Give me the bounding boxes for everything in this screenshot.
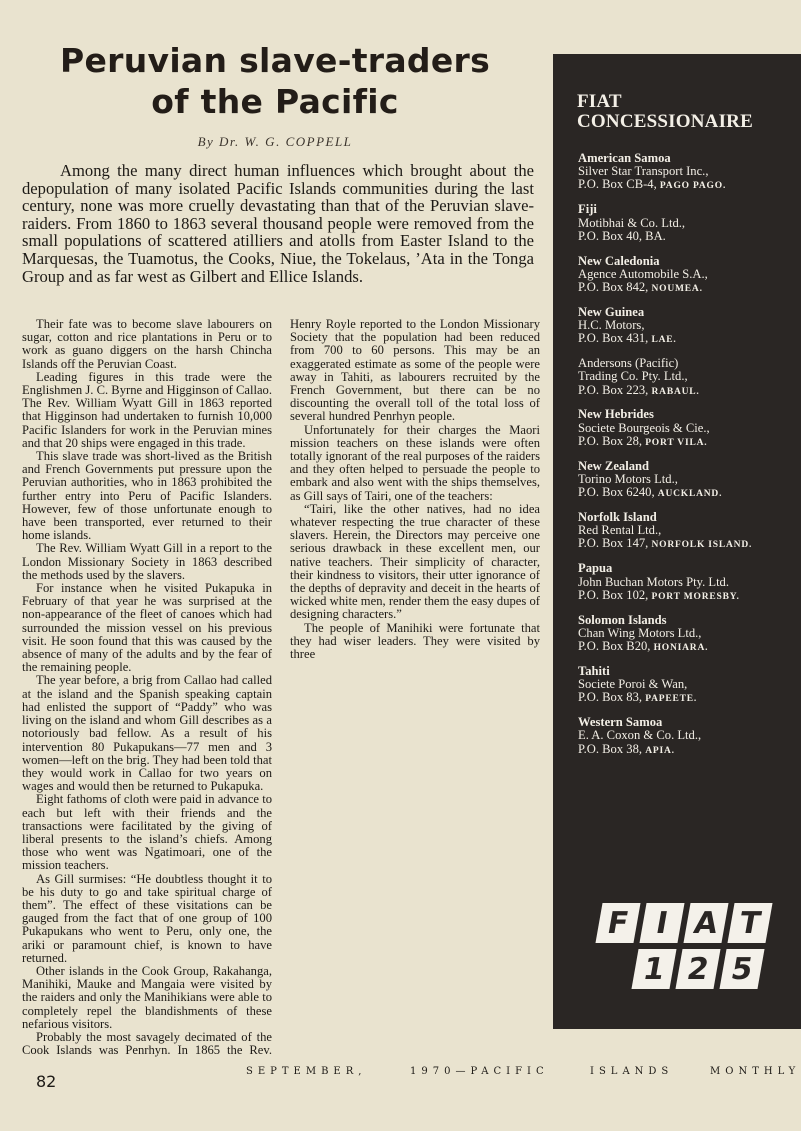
logo-tile: I — [639, 903, 684, 943]
dealer-entry — [578, 614, 800, 665]
footer-month: SEPTEMBER, — [246, 1066, 367, 1077]
dealer-region: Western Samoa — [578, 715, 663, 730]
ad-title-line-1: FIAT — [577, 91, 622, 112]
dealer-address: P.O. Box CB-4, — [578, 177, 657, 192]
body-paragraph: Their fate was to become slave labourers on sugar, cotton and rice plantations in Peru or to work as guano diggers on the harsh Chincha Islands off the Peruvian Coast. — [22, 317, 272, 371]
dealer-city: PORT VILA. — [645, 437, 708, 448]
dealer-region: Papua — [578, 561, 613, 576]
dealer-entry — [578, 357, 800, 408]
footer-monthly: MONTHLY — [710, 1066, 801, 1077]
dealer-entry — [578, 716, 800, 767]
body-paragraph: The people of Manihiki were fortunate that they had wiser leaders. They were visited by three — [290, 620, 540, 662]
dealer-name: Chan Wing Motors Ltd., — [578, 625, 702, 640]
body-paragraph: The year before, a brig from Callao had called at the island and the Spanish speaking captain had enlisted the support of “Paddy” who was living on the island and whom Gill describes as a notoriously bad fellow. As a result of his intervention 80 Pukapukans—77 men and 3 women—left on the brig. They had been told that they would work in Callao for two years on wages and would then be returned to Pukapuka. — [22, 673, 272, 794]
dealer-address: P.O. Box 842, — [578, 280, 649, 294]
footer-islands: ISLANDS — [590, 1066, 674, 1077]
dealer-region: Tahiti — [578, 663, 610, 678]
headline-line-1: Peruvian slave-traders — [59, 41, 491, 80]
dealer-region: American Samoa — [578, 151, 671, 165]
dealer-name: John Buchan Motors Pty. Ltd. — [578, 574, 730, 589]
page-footer — [0, 1060, 801, 1100]
dealer-address: P.O. Box 431, — [578, 331, 649, 346]
body-paragraph: “Tairi, like the other natives, had no idea whatever respecting the true character of these slavers. Herein, the Directors may perceive one serious drawback in these excellent men, our native teachers. Their simplicity of character, their kindness to visitors, their utter ignorance of the depths of depravity and deceit in the hearts of wicked white men, render them the easy dupes of designing characters.” — [290, 501, 540, 622]
dealer-entry — [578, 306, 800, 357]
body-paragraph: Other islands in the Cook Group, Rakahanga, Manihiki, Mauke and Mangaia were visited by the raiders and only the Manihikians were able to completely repel the blandishments of these nefarious visitors. — [22, 963, 272, 1031]
dealer-entry — [578, 511, 800, 562]
dealer-city: PAPEETE. — [645, 694, 698, 705]
dealer-city: NOUMEA. — [651, 284, 703, 294]
dealer-name: H.C. Motors, — [578, 318, 645, 333]
footer-year-publication: 1970—PACIFIC — [410, 1066, 549, 1077]
page-number: 82 — [36, 1072, 57, 1091]
logo-tile: T — [727, 903, 772, 943]
dealer-region: Norfolk Island — [578, 510, 657, 525]
dealer-city: HONIARA. — [653, 643, 709, 654]
dealer-region: Fiji — [578, 202, 597, 217]
dealer-name: Silver Star Transport Inc., — [578, 164, 709, 179]
dealer-city: PORT MORESBY. — [651, 591, 740, 602]
dealer-address: P.O. Box B20, — [578, 639, 651, 654]
dealer-address: P.O. Box 38, — [578, 741, 643, 756]
dealer-region: Solomon Islands — [578, 612, 667, 627]
dealer-name: Torino Motors Ltd., — [578, 471, 678, 486]
article-body — [22, 318, 540, 1060]
dealer-entry — [578, 665, 800, 716]
dealer-entry — [578, 152, 800, 203]
logo-tile: F — [595, 903, 640, 943]
dealer-address: P.O. Box 147, — [578, 536, 649, 551]
body-paragraph: Eight fathoms of cloth were paid in advance to each but left with their friends and the transactions were facilitated by the giving of liberal presents to the island’s chiefs. Among those who went was Ngatimoari, one of the mission teachers. — [22, 792, 272, 873]
dealer-name: Red Rental Ltd., — [578, 523, 662, 538]
dealer-city: APIA. — [645, 745, 675, 756]
dealer-name-2: Trading Co. Pty. Ltd., — [578, 369, 688, 384]
logo-tile: 1 — [631, 949, 676, 989]
dealer-region: New Caledonia — [578, 253, 660, 268]
dealer-address: P.O. Box 6240, — [578, 485, 655, 500]
dealer-name: Societe Poroi & Wan, — [578, 677, 688, 692]
byline: By Dr. W. G. COPPELL — [197, 134, 353, 149]
dealer-address: P.O. Box 102, — [578, 587, 649, 602]
dealer-name: E. A. Coxon & Co. Ltd., — [578, 728, 702, 743]
body-paragraph: This slave trade was short-lived as the British and French Governments put pressure upon the Peruvian authorities, who in 1863 prohibited the further entry into Peru of Pacific Islanders. However, few of those unfortunate enough to have been transported, ever returned to their home islands. — [22, 449, 272, 543]
fiat-advertisement — [553, 54, 801, 1029]
fiat-125-logo — [595, 899, 791, 993]
dealer-name: Motibhai & Co. Ltd., — [578, 215, 686, 230]
dealer-address: P.O. Box 40, BA. — [578, 228, 666, 243]
dealer-city: RABAUL. — [651, 386, 700, 397]
dealer-address: P.O. Box 28, — [578, 433, 643, 448]
logo-tile: 5 — [719, 949, 764, 989]
dealer-region: New Guinea — [578, 304, 645, 319]
body-paragraph: Probably the most savagely decimated of the Cook Islands was Penrhyn. In 1865 the Rev. Henry Royle reported to the London Missionary Society that the population had been reduced from 700 to 60 persons. This may be an exaggerated estimate as some of the people were away in Tahiti, as labourers recruited by the French Government, but there can be no discounting the overall toll of the total loss of several hundred Penrhyn people. — [22, 317, 540, 1058]
dealer-entry — [578, 562, 800, 613]
dealer-city: NORFOLK ISLAND. — [651, 540, 753, 551]
ad-title-line-2: CONCESSIONAIRE — [577, 111, 753, 132]
dealer-region: New Hebrides — [578, 407, 654, 422]
dealer-name: Societe Bourgeois & Cie., — [578, 420, 710, 435]
article-headline — [40, 40, 510, 122]
dealer-entry — [578, 460, 800, 511]
dealer-city: LAE. — [651, 335, 677, 346]
dealer-address: P.O. Box 83, — [578, 690, 643, 705]
body-paragraph: The Rev. William Wyatt Gill in a report to the London Missionary Society in 1863 described the methods used by the slavers. — [22, 541, 272, 582]
ad-title — [577, 92, 753, 132]
body-paragraph: As Gill surmises: “He doubtless thought it to be his duty to go and take spiritual charge of them”. The effect of these visitations can be gauged from the fact that of one group of 100 Pukapukans who went to Peru, only one, the ariki or paramount chief, is known to have returned. — [22, 871, 272, 965]
logo-tile: 2 — [675, 949, 720, 989]
dealer-entry — [578, 203, 800, 254]
dealer-list — [578, 152, 800, 768]
lead-paragraph: Among the many direct human influences which brought about the depopulation of many isolated Pacific Islands communities during the last century, none was more cruelly devastating than that of the Peruvian slave-raiders. From 1860 to 1863 several thousand people were removed from the small populations of scattered atilliers and atolls from Easter Island to the Marquesas, the Tuamotus, the Cooks, Niue, the Tokelaus, ’Ata in the Tonga Group and as far west as Gilbert and Ellice Islands. — [22, 161, 534, 286]
dealer-name: Agence Automobile S.A., — [578, 266, 708, 281]
body-paragraph: Unfortunately for their charges the Maori mission teachers on these islands were often totally ignorant of the real purposes of the raiders and they often helped to persuade the people to embark and also went with the ships themselves, as Gill says of Tairi, one of the teachers: — [290, 422, 540, 503]
headline-line-2: of the Pacific — [151, 82, 399, 121]
logo-tile: A — [683, 903, 728, 943]
dealer-city: AUCKLAND. — [657, 489, 723, 500]
dealer-entry — [578, 255, 800, 306]
dealer-city: PAGO PAGO. — [659, 181, 727, 192]
body-paragraph: Leading figures in this trade were the Englishmen J. C. Byrne and Higginson of Callao. The Rev. William Wyatt Gill in 1863 reported that Higginson had undertaken to furnish 10,000 Pacific Islanders for work in the Peruvian mines and that 20 ships were engaged in this trade. — [22, 369, 272, 450]
dealer-address: P.O. Box 223, — [578, 382, 649, 397]
dealer-region: New Zealand — [578, 458, 650, 473]
dealer-name: Andersons (Pacific) — [578, 356, 679, 371]
dealer-entry — [578, 408, 800, 459]
body-paragraph: For instance when he visited Pukapuka in February of that year he was surprised at the non-appearance of the fleet of canoes which had surrounded the mission vessel on his previous visit. He soon found that this was caused by the absence of many of the adults and by the fear of the remaining people. — [22, 581, 272, 675]
